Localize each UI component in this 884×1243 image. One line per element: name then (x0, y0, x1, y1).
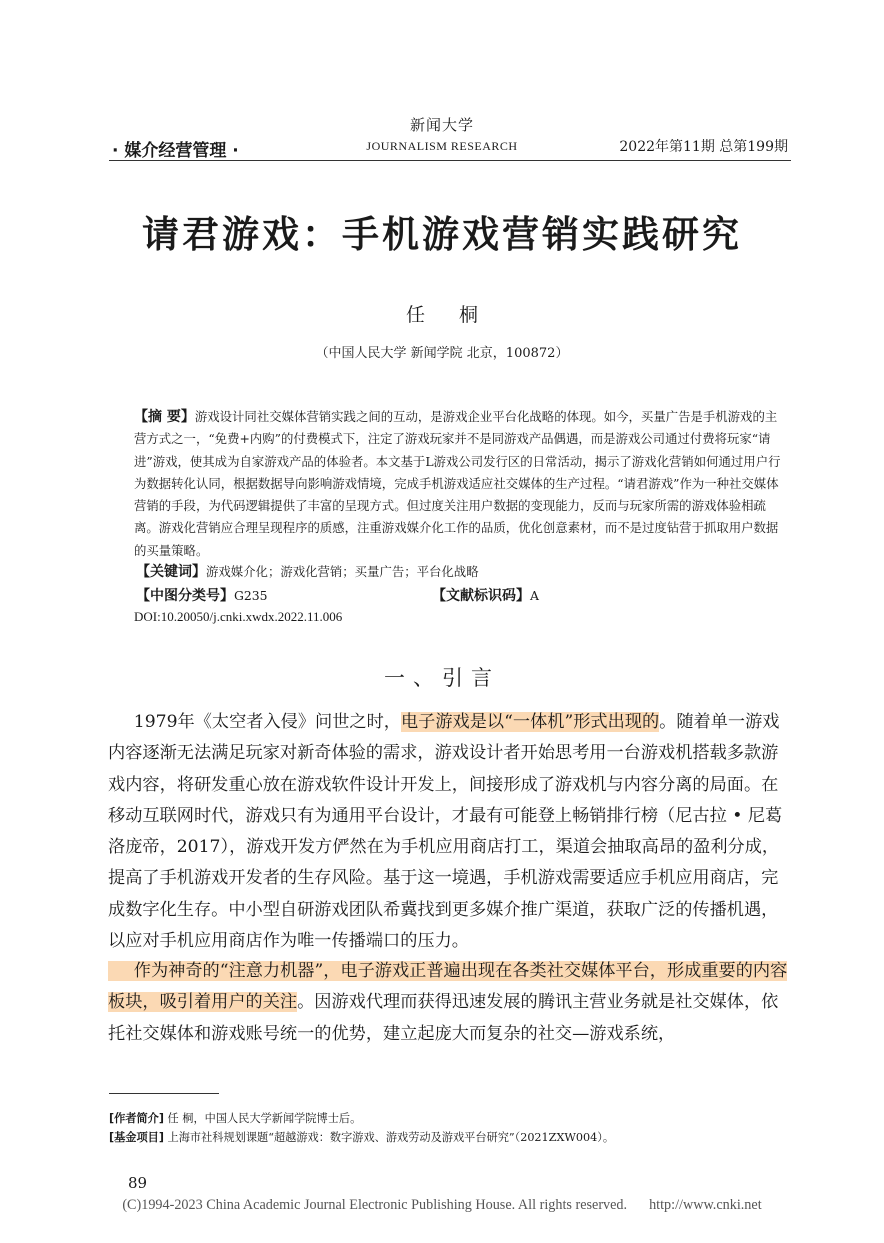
author-name: 任 桐 (405, 304, 493, 326)
footnote-fund (109, 1129, 791, 1145)
footnote-fund-label: [基金项目] (109, 1131, 164, 1144)
paragraph-1-rest: 。随着单一游戏内容逐渐无法满足玩家对新奇体验的需求，游戏设计者开始思考用一台游戏机搭载多款游戏内容，将研发重心放在游戏软件设计开发上，间接形成了游戏机与内容分离的局面。在移动互联网时代，游戏只有为通用平台设计，才最有可能登上畅销排行榜（尼古拉 • 尼葛洛庞帝，2017），游戏开发方俨然在为手机应用商店打工，渠道会抽取高昂的盈利分成，提高了手机游戏开发者的生存风险。基于这一境遇，手机游戏需要适应手机应用商店，完成数字化生存。中小型自研游戏团队希冀找到更多媒介推广渠道，获取广泛的传播机遇，以应对手机应用商店作为唯一传播端口的压力。 (108, 712, 783, 952)
clc-number (136, 585, 268, 605)
abstract (134, 406, 789, 562)
copyright-url[interactable]: http://www.cnki.net (649, 1197, 762, 1213)
keywords-label: 【关键词】 (136, 564, 206, 580)
header-divider (109, 160, 791, 161)
footnote-author (109, 1110, 791, 1126)
highlight-2-text: 作为神奇的“注意力机器”，电子游戏正普遍出现在各类社交媒体平台，形成重要的内容板块，吸引着用户的关注 (108, 961, 788, 1013)
copyright-text: (C)1994-2023 China Academic Journal Electronic Publishing House. All rights reserved. (122, 1197, 628, 1213)
copyright-footer (0, 1197, 884, 1214)
doi[interactable]: DOI:10.20050/j.cnki.xwdx.2022.11.006 (134, 609, 343, 624)
paragraph-1-start: 1979年《太空者入侵》问世之时， (133, 712, 401, 732)
footnote-fund-text: 上海市社科规划课题“超越游戏：数字游戏、游戏劳动及游戏平台研究”（2021ZXW004）。 (167, 1131, 615, 1144)
keywords-text: 游戏媒介化；游戏化营销；买量广告；平台化战略 (206, 564, 479, 579)
clc-label: 【中图分类号】 (136, 588, 234, 604)
paragraph-1 (108, 707, 790, 957)
journal-name-cn: 新闻大学 (409, 116, 474, 134)
footnote-author-text: 任 桐，中国人民大学新闻学院博士后。 (167, 1112, 362, 1125)
article-title: 请君游戏：手机游戏营销实践研究 (142, 212, 742, 256)
document-code-value: A (530, 588, 539, 603)
footnote-author-label: [作者简介] (109, 1112, 164, 1125)
abstract-text: 游戏设计同社交媒体营销实践之间的互动，是游戏企业平台化战略的体现。如今，买量广告是手机游戏的主营方式之一，“免费+内购”的付费模式下，注定了游戏玩家并不是同游戏产品偶遇，而是游戏公司通过付费将玩家“请进”游戏，使其成为自家游戏产品的体验者。本文基于L游戏公司发行区的日常活动，揭示了游戏化营销如何通过用户行为数据转化认同，根据数据导向影响游戏情境，完成手机游戏适应社交媒体的生产过程。“请君游戏”作为一种社交媒体营销的手段，为代码逻辑提供了丰富的呈现方式。但过度关注用户数据的变现能力，反而与玩家所需的游戏体验相疏离。游戏化营销应合理呈现程序的质感，注重游戏媒介化工作的品质，优化创意素材，而不是过度钻营于抓取用户数据的买量策略。 (134, 409, 781, 558)
paragraph-2 (108, 956, 790, 1050)
page-number: 89 (128, 1174, 148, 1192)
section-label: · 媒介经营管理 · (112, 141, 239, 161)
highlight-1: 电子游戏是以“一体机”形式出现的 (400, 712, 660, 732)
issue-info: 2022年第11期 总第199期 (619, 139, 788, 155)
document-code-label: 【文献标识码】 (432, 588, 530, 604)
clc-value: G235 (234, 588, 268, 603)
footnote-divider (109, 1093, 219, 1094)
keywords (136, 561, 479, 581)
journal-name-en: JOURNALISM RESEARCH (366, 139, 518, 153)
section-heading-intro: 一、引言 (384, 666, 500, 690)
abstract-label: 【摘 要】 (134, 409, 195, 425)
paragraph-2-rest: 。因游戏代理而获得迅速发展的腾讯主营业务就是社交媒体，依托社交媒体和游戏账号统一的优势，建立起庞大而复杂的社交—游戏系统， (108, 992, 779, 1044)
document-code (432, 585, 539, 605)
author-affiliation: （中国人民大学 新闻学院 北京，100872） (315, 346, 569, 361)
